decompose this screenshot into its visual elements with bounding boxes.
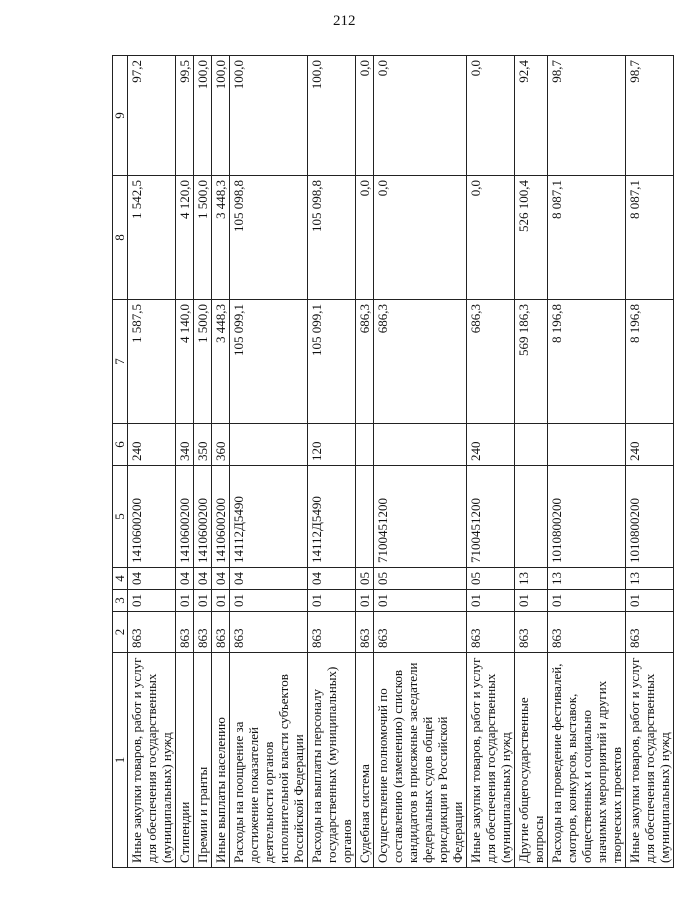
subsection-code: 13 [515, 568, 548, 590]
table-row [626, 56, 674, 868]
budget-table [112, 55, 674, 868]
executed-amount: 0,0 [356, 176, 374, 300]
section-code: 01 [230, 590, 308, 612]
ministry-code: 863 [212, 612, 230, 653]
execution-percent: 98,7 [548, 56, 626, 176]
subsection-code: 05 [356, 568, 374, 590]
row-name: Расходы на поощрение за достижение показателей деятельности органов исполнительной власти субъектов Российской Федерации [230, 653, 308, 868]
section-code: 01 [128, 590, 176, 612]
table-row [194, 56, 212, 868]
ministry-code: 863 [308, 612, 356, 653]
ministry-code: 863 [128, 612, 176, 653]
header-cell: 4 [113, 568, 128, 590]
planned-amount: 686,3 [374, 300, 467, 424]
expense-type-code [548, 424, 626, 466]
row-name: Расходы на проведение фестивалей, смотров, конкурсов, выставок, общественных и социально значимых мероприятий и других творческих проектов [548, 653, 626, 868]
section-code: 01 [176, 590, 194, 612]
expense-type-code: 240 [467, 424, 515, 466]
header-cell: 1 [113, 653, 128, 868]
ministry-code: 863 [176, 612, 194, 653]
executed-amount: 3 448,3 [212, 176, 230, 300]
row-name: Иные закупки товаров, работ и услуг для обеспечения государственных (муниципальных) нужд [467, 653, 515, 868]
target-article-code: 7100451200 [374, 466, 467, 568]
row-name: Иные закупки товаров, работ и услуг для обеспечения государственных (муниципальных) нужд [626, 653, 674, 868]
subsection-code: 13 [626, 568, 674, 590]
expense-type-code: 360 [212, 424, 230, 466]
execution-percent: 98,7 [626, 56, 674, 176]
execution-percent: 100,0 [308, 56, 356, 176]
expense-type-code [515, 424, 548, 466]
target-article-code: 1410600200 [194, 466, 212, 568]
execution-percent: 99,5 [176, 56, 194, 176]
execution-percent: 100,0 [194, 56, 212, 176]
rotated-table-container [112, 56, 672, 868]
header-cell: 2 [113, 612, 128, 653]
page-number: 212 [333, 13, 356, 29]
ministry-code: 863 [548, 612, 626, 653]
ministry-code: 863 [515, 612, 548, 653]
target-article-code: 1410600200 [128, 466, 176, 568]
section-code: 01 [374, 590, 467, 612]
row-name: Стипендии [176, 653, 194, 868]
planned-amount: 686,3 [356, 300, 374, 424]
expense-type-code: 240 [128, 424, 176, 466]
target-article-code: 14112Д5490 [230, 466, 308, 568]
row-name: Иные выплаты населению [212, 653, 230, 868]
planned-amount: 4 140,0 [176, 300, 194, 424]
target-article-code [356, 466, 374, 568]
row-name: Осуществление полномочий по составлению (изменению) списков кандидатов в присяжные заседатели федеральных судов общей юрисдикции в Российской Федерации [374, 653, 467, 868]
ministry-code: 863 [467, 612, 515, 653]
planned-amount: 105 099,1 [230, 300, 308, 424]
table-row [548, 56, 626, 868]
header-cell: 7 [113, 300, 128, 424]
executed-amount: 0,0 [374, 176, 467, 300]
table-row [230, 56, 308, 868]
section-code: 01 [626, 590, 674, 612]
section-code: 01 [515, 590, 548, 612]
subsection-code: 05 [467, 568, 515, 590]
header-cell: 6 [113, 424, 128, 466]
table-row [356, 56, 374, 868]
execution-percent: 0,0 [374, 56, 467, 176]
planned-amount: 686,3 [467, 300, 515, 424]
target-article-code: 7100451200 [467, 466, 515, 568]
header-cell: 3 [113, 590, 128, 612]
row-name: Иные закупки товаров, работ и услуг для обеспечения государственных (муниципальных) нужд [128, 653, 176, 868]
table-row [515, 56, 548, 868]
expense-type-code: 340 [176, 424, 194, 466]
executed-amount: 0,0 [467, 176, 515, 300]
planned-amount: 105 099,1 [308, 300, 356, 424]
executed-amount: 8 087,1 [548, 176, 626, 300]
planned-amount: 8 196,8 [548, 300, 626, 424]
expense-type-code: 120 [308, 424, 356, 466]
subsection-code: 04 [230, 568, 308, 590]
target-article-code: 1010800200 [626, 466, 674, 568]
execution-percent: 97,2 [128, 56, 176, 176]
table-row [176, 56, 194, 868]
ministry-code: 863 [194, 612, 212, 653]
subsection-code: 04 [128, 568, 176, 590]
ministry-code: 863 [356, 612, 374, 653]
execution-percent: 92,4 [515, 56, 548, 176]
planned-amount: 1 587,5 [128, 300, 176, 424]
section-code: 01 [308, 590, 356, 612]
row-name: Судебная система [356, 653, 374, 868]
target-article-code: 1410600200 [176, 466, 194, 568]
target-article-code: 1010800200 [548, 466, 626, 568]
executed-amount: 4 120,0 [176, 176, 194, 300]
subsection-code: 04 [176, 568, 194, 590]
row-name: Премии и гранты [194, 653, 212, 868]
executed-amount: 105 098,8 [308, 176, 356, 300]
table-row [212, 56, 230, 868]
expense-type-code: 240 [626, 424, 674, 466]
section-code: 01 [212, 590, 230, 612]
execution-percent: 0,0 [467, 56, 515, 176]
row-name: Расходы на выплаты персоналу государственных (муниципальных) органов [308, 653, 356, 868]
executed-amount: 1 500,0 [194, 176, 212, 300]
execution-percent: 100,0 [230, 56, 308, 176]
table-row [374, 56, 467, 868]
target-article-code [515, 466, 548, 568]
planned-amount: 1 500,0 [194, 300, 212, 424]
expense-type-code [356, 424, 374, 466]
subsection-code: 04 [194, 568, 212, 590]
section-code: 01 [467, 590, 515, 612]
expense-type-code: 350 [194, 424, 212, 466]
executed-amount: 105 098,8 [230, 176, 308, 300]
header-row [113, 56, 128, 868]
subsection-code: 13 [548, 568, 626, 590]
expense-type-code [374, 424, 467, 466]
table-row [308, 56, 356, 868]
header-cell: 5 [113, 466, 128, 568]
executed-amount: 8 087,1 [626, 176, 674, 300]
subsection-code: 04 [212, 568, 230, 590]
ministry-code: 863 [374, 612, 467, 653]
target-article-code: 1410600200 [212, 466, 230, 568]
executed-amount: 1 542,5 [128, 176, 176, 300]
expense-type-code [230, 424, 308, 466]
planned-amount: 8 196,8 [626, 300, 674, 424]
subsection-code: 05 [374, 568, 467, 590]
execution-percent: 0,0 [356, 56, 374, 176]
target-article-code: 14112Д5490 [308, 466, 356, 568]
table-row [467, 56, 515, 868]
executed-amount: 526 100,4 [515, 176, 548, 300]
header-cell: 9 [113, 56, 128, 176]
section-code: 01 [548, 590, 626, 612]
section-code: 01 [194, 590, 212, 612]
table-row [128, 56, 176, 868]
planned-amount: 569 186,3 [515, 300, 548, 424]
subsection-code: 04 [308, 568, 356, 590]
planned-amount: 3 448,3 [212, 300, 230, 424]
header-cell: 8 [113, 176, 128, 300]
ministry-code: 863 [230, 612, 308, 653]
row-name: Другие общегосударственные вопросы [515, 653, 548, 868]
ministry-code: 863 [626, 612, 674, 653]
execution-percent: 100,0 [212, 56, 230, 176]
section-code: 01 [356, 590, 374, 612]
